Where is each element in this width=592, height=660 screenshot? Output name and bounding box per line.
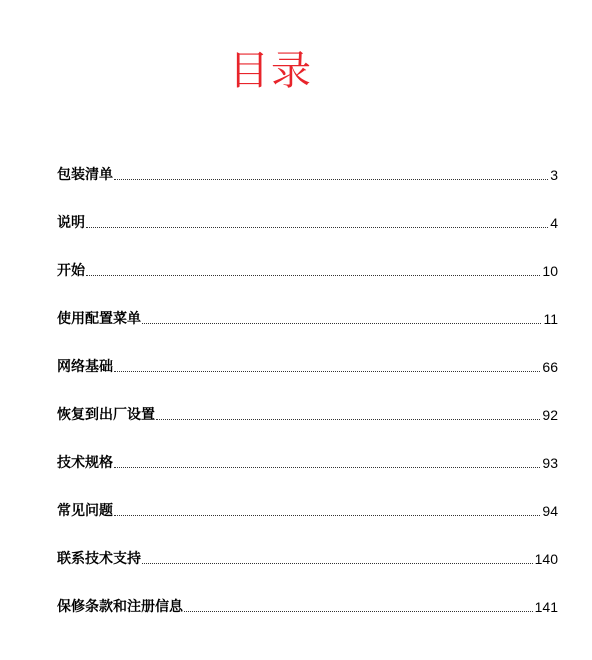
toc-entry-title: 网络基础 xyxy=(57,359,113,375)
toc-leader-dots xyxy=(86,275,540,276)
toc-entry-page: 140 xyxy=(534,551,558,567)
toc-entry-page: 92 xyxy=(542,407,558,423)
toc-entry[interactable] xyxy=(57,332,558,380)
toc-entry-title: 常见问题 xyxy=(57,503,113,519)
toc-leader-dots xyxy=(114,515,540,516)
toc-entry[interactable] xyxy=(57,236,558,284)
toc-entry-page: 3 xyxy=(550,167,558,183)
toc-entry[interactable] xyxy=(57,188,558,236)
toc-entry[interactable] xyxy=(57,284,558,332)
toc-leader-dots xyxy=(114,371,540,372)
toc-entry-title: 包装清单 xyxy=(57,167,113,183)
toc-entry-title: 联系技术支持 xyxy=(57,551,141,567)
toc-entry-page: 11 xyxy=(543,311,558,327)
toc-entry[interactable] xyxy=(57,380,558,428)
table-of-contents xyxy=(57,140,558,620)
toc-entry[interactable] xyxy=(57,524,558,572)
toc-entry-page: 66 xyxy=(542,359,558,375)
toc-entry-title: 说明 xyxy=(57,215,85,231)
toc-entry-page: 10 xyxy=(542,263,558,279)
toc-leader-dots xyxy=(156,419,540,420)
page-title: 目录 xyxy=(229,48,313,94)
toc-entry-title: 保修条款和注册信息 xyxy=(57,599,183,615)
toc-entry-title: 恢复到出厂设置 xyxy=(57,407,155,423)
toc-entry-page: 4 xyxy=(550,215,558,231)
toc-leader-dots xyxy=(142,563,533,564)
toc-leader-dots xyxy=(114,179,548,180)
toc-leader-dots xyxy=(142,323,541,324)
toc-entry[interactable] xyxy=(57,476,558,524)
toc-entry-page: 93 xyxy=(542,455,558,471)
toc-leader-dots xyxy=(184,611,533,612)
toc-entry-page: 94 xyxy=(542,503,558,519)
toc-entry[interactable] xyxy=(57,428,558,476)
toc-leader-dots xyxy=(114,467,540,468)
toc-entry-title: 技术规格 xyxy=(57,455,113,471)
toc-entry-page: 141 xyxy=(534,599,558,615)
toc-entry-title: 开始 xyxy=(57,263,85,279)
toc-entry[interactable] xyxy=(57,140,558,188)
toc-leader-dots xyxy=(86,227,548,228)
toc-entry-title: 使用配置菜单 xyxy=(57,311,141,327)
toc-entry[interactable] xyxy=(57,572,558,620)
